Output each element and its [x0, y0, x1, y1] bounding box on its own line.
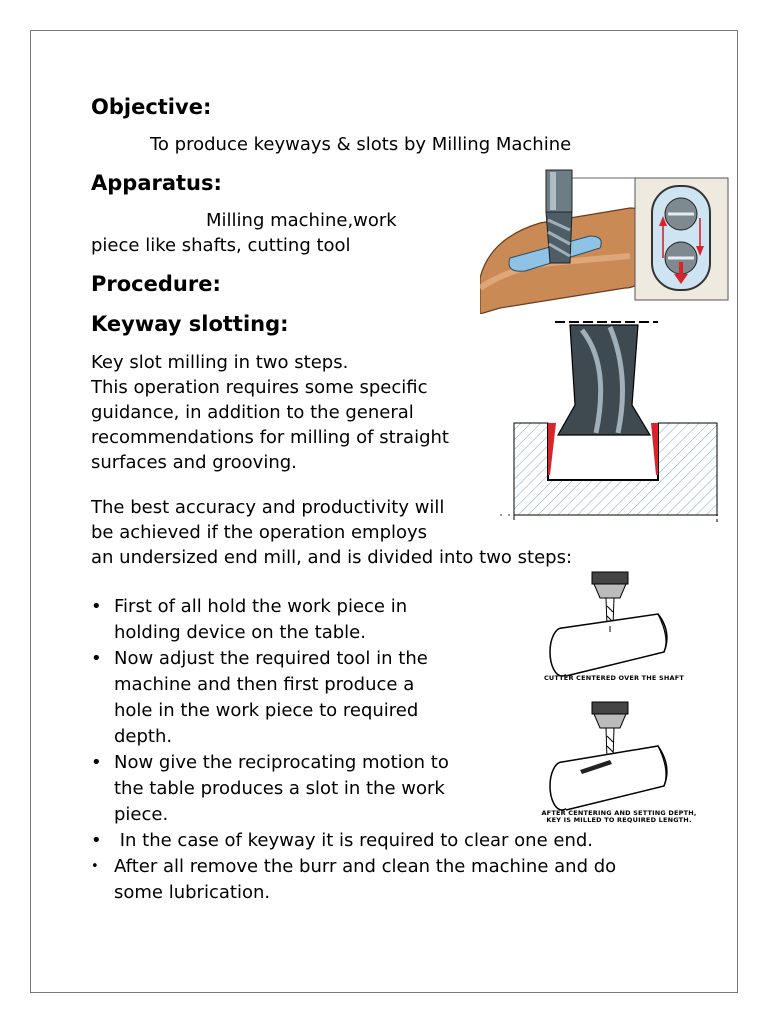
- text-line: surfaces and grooving.: [91, 452, 297, 473]
- bullet-marker: •: [91, 859, 99, 874]
- objective-text: To produce keyways & slots by Milling Machine: [150, 134, 572, 155]
- text-line: After all remove the burr and clean the machine and do: [114, 856, 617, 877]
- text-line: holding device on the table.: [114, 622, 366, 643]
- objective-heading: Objective:: [91, 95, 212, 119]
- text-line: This operation requires some specific: [91, 377, 428, 398]
- slot-cross-section-illustration: [500, 315, 725, 525]
- text-line: First of all hold the work piece in: [114, 596, 408, 617]
- apparatus-line-1: Milling machine,work: [206, 210, 397, 231]
- text-line: Key slot milling in two steps.: [91, 352, 349, 373]
- list-item: [91, 854, 691, 906]
- bullet-marker: •: [91, 596, 102, 617]
- figure-caption-2: [524, 810, 714, 824]
- text-line: machine and then first produce a: [114, 674, 415, 695]
- bullet-marker: •: [91, 752, 102, 773]
- text-line: hole in the work piece to required: [114, 700, 419, 721]
- text-line: recommendations for milling of straight: [91, 427, 449, 448]
- figure-caption-1: CUTTER CENTERED OVER THE SHAFT: [543, 674, 685, 682]
- text-line: an undersized end mill, and is divided into two steps:: [91, 547, 573, 568]
- bullet-marker: •: [91, 648, 102, 669]
- key-milled-illustration: [540, 700, 680, 812]
- keyway-heading: Keyway slotting:: [91, 312, 289, 336]
- text-line: The best accuracy and productivity will: [91, 497, 445, 518]
- caption-line: AFTER CENTERING AND SETTING DEPTH,: [541, 809, 697, 817]
- text-line: guidance, in addition to the general: [91, 402, 414, 423]
- text-line: In the case of keyway it is required to clear one end.: [114, 830, 594, 851]
- text-line: the table produces a slot in the work: [114, 778, 445, 799]
- text-line: Now adjust the required tool in the: [114, 648, 428, 669]
- caption-line: KEY IS MILLED TO REQUIRED LENGTH.: [546, 816, 692, 824]
- text-line: Now give the reciprocating motion to: [114, 752, 449, 773]
- apparatus-heading: Apparatus:: [91, 171, 222, 195]
- keyway-paragraph-1: [91, 350, 449, 475]
- list-item: [91, 828, 691, 854]
- keyway-milling-illustration: [480, 168, 730, 314]
- text-line: some lubrication.: [114, 882, 271, 903]
- apparatus-line-2: piece like shafts, cutting tool: [91, 235, 351, 256]
- text-line: be achieved if the operation employs: [91, 522, 428, 543]
- bullet-marker: •: [91, 830, 102, 851]
- text-line: piece.: [114, 804, 169, 825]
- procedure-heading: Procedure:: [91, 272, 221, 296]
- cutter-centered-illustration: [540, 570, 680, 680]
- text-line: depth.: [114, 726, 173, 747]
